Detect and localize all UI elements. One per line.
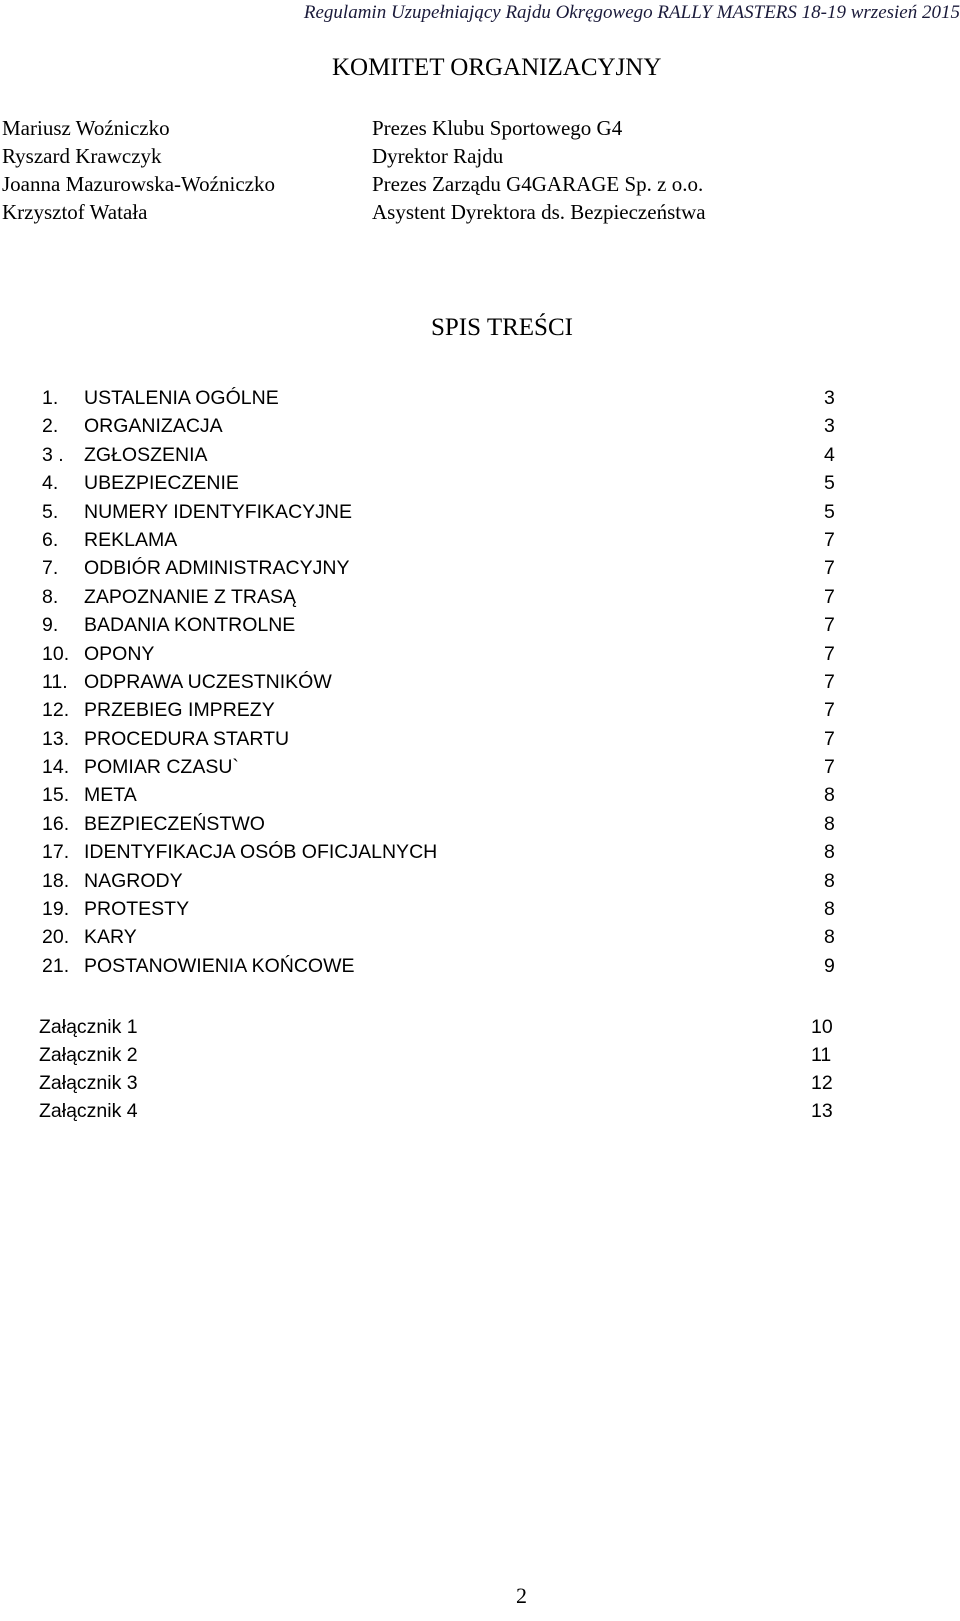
toc-item-page: 7 — [824, 528, 835, 551]
toc-item-title: PROCEDURA STARTU — [84, 727, 290, 750]
toc-item — [42, 898, 835, 926]
toc-item-number: 1. — [42, 387, 59, 409]
toc-item-title: KARY — [84, 926, 137, 949]
toc-item-number: 4. — [42, 472, 59, 495]
toc-item-number: 12. — [42, 699, 70, 722]
toc-item-number: 15. — [42, 784, 70, 807]
toc-item-title: REKLAMA — [84, 528, 178, 551]
table-of-contents — [42, 387, 835, 983]
toc-item-title: NUMERY IDENTYFIKACYJNE — [84, 500, 352, 523]
member-role: Dyrektor Rajdu — [372, 144, 504, 168]
toc-item-page: 4 — [824, 443, 835, 466]
toc-item-page: 7 — [824, 614, 835, 637]
toc-item-number: 11. — [42, 670, 68, 693]
toc-item-number: 14. — [42, 756, 70, 779]
toc-item-page: 7 — [824, 727, 835, 750]
annex-list — [39, 1016, 839, 1128]
toc-item — [42, 585, 835, 614]
toc-item-number: 16. — [42, 812, 70, 835]
toc-item-page: 8 — [824, 784, 835, 807]
member-name: Ryszard Krawczyk — [2, 144, 162, 168]
toc-item — [42, 670, 835, 699]
toc-item — [42, 387, 835, 415]
toc-item-page: 7 — [824, 670, 835, 693]
annex-item-page: 13 — [811, 1100, 833, 1122]
annex-item — [39, 1100, 839, 1128]
toc-item-page: 8 — [824, 812, 835, 835]
running-header: Regulamin Uzupełniający Rajdu Okręgowego RALLY MASTERS 18-19 wrzesień 2015 — [303, 2, 960, 23]
annex-item-label: Załącznik 3 — [39, 1072, 138, 1094]
toc-item-page: 5 — [824, 500, 835, 523]
toc-item-title: OPONY — [84, 642, 155, 665]
toc-item-title: ODPRAWA UCZESTNIKÓW — [84, 670, 332, 693]
toc-item — [42, 784, 835, 812]
annex-item — [39, 1016, 839, 1044]
toc-item — [42, 614, 835, 642]
toc-item-page: 7 — [824, 642, 835, 665]
toc-item — [42, 699, 835, 727]
toc-item — [42, 954, 835, 983]
member-name: Krzysztof Watała — [2, 200, 148, 224]
toc-item-title: META — [84, 784, 137, 807]
toc-item-title: ZAPOZNANIE Z TRASĄ — [84, 585, 297, 608]
toc-item-number: 8. — [42, 585, 59, 608]
toc-item-number: 5. — [42, 500, 59, 523]
toc-item — [42, 812, 835, 841]
toc-item — [42, 642, 835, 671]
toc-item-page: 8 — [824, 926, 835, 949]
toc-item-number: 21. — [42, 954, 70, 977]
annex-item-label: Załącznik 2 — [39, 1044, 138, 1066]
annex-item-label: Załącznik 4 — [39, 1100, 138, 1122]
toc-item-number: 10. — [42, 642, 70, 665]
toc-item — [42, 727, 835, 756]
toc-item-title: PROTESTY — [84, 898, 190, 921]
annex-item — [39, 1072, 839, 1100]
toc-item-title: POSTANOWIENIA KOŃCOWE — [84, 954, 355, 977]
toc-item-number: 20. — [42, 926, 70, 949]
toc-item-title: IDENTYFIKACJA OSÓB OFICJALNYCH — [84, 841, 438, 864]
toc-item — [42, 472, 835, 500]
toc-item-number: 19. — [42, 898, 70, 921]
toc-item-number: 13. — [42, 727, 70, 750]
toc-item-page: 7 — [824, 699, 835, 722]
toc-item-number: 2. — [42, 415, 59, 438]
toc-item-title: POMIAR CZASU` — [84, 756, 239, 779]
page-number: 2 — [516, 1583, 527, 1608]
annex-item — [39, 1044, 839, 1072]
toc-item-page: 8 — [824, 841, 835, 864]
toc-item-title: USTALENIA OGÓLNE — [84, 387, 279, 409]
member-role: Prezes Klubu Sportowego G4 — [372, 116, 623, 140]
toc-item-page: 8 — [824, 869, 835, 892]
toc-item — [42, 415, 835, 443]
toc-item-number: 9. — [42, 614, 59, 637]
toc-item — [42, 869, 835, 898]
toc-item-page: 7 — [824, 557, 835, 580]
toc-item — [42, 528, 835, 557]
member-role: Prezes Zarządu G4GARAGE Sp. z o.o. — [372, 172, 704, 196]
toc-item-page: 7 — [824, 585, 835, 608]
committee-heading: KOMITET ORGANIZACYJNY — [332, 54, 662, 81]
toc-item — [42, 443, 835, 472]
toc-item — [42, 756, 835, 784]
member-name: Mariusz Woźniczko — [2, 116, 170, 140]
toc-item-number: 7. — [42, 557, 59, 580]
toc-item — [42, 500, 835, 529]
toc-item-number: 18. — [42, 869, 70, 892]
toc-item-title: ODBIÓR ADMINISTRACYJNY — [84, 557, 350, 580]
toc-item-number: 6. — [42, 528, 59, 551]
annex-item-label: Załącznik 1 — [39, 1016, 138, 1038]
toc-item-number: 3 . — [42, 443, 64, 466]
toc-item-page: 7 — [824, 756, 835, 779]
toc-heading: SPIS TREŚCI — [431, 314, 573, 341]
toc-item — [42, 557, 835, 585]
toc-item-title: ZGŁOSZENIA — [84, 443, 208, 466]
annex-item-page: 10 — [811, 1016, 833, 1038]
toc-item-number: 17. — [42, 841, 70, 864]
toc-item-title: BEZPIECZEŃSTWO — [84, 812, 265, 835]
toc-item-title: NAGRODY — [84, 869, 183, 892]
toc-item-title: ORGANIZACJA — [84, 415, 223, 438]
toc-item-page: 3 — [824, 415, 835, 438]
toc-item-page: 5 — [824, 472, 835, 495]
annex-item-page: 12 — [811, 1072, 833, 1094]
toc-item-title: UBEZPIECZENIE — [84, 472, 239, 495]
toc-item — [42, 926, 835, 954]
annex-item-page: 11 — [811, 1044, 832, 1066]
toc-item-page: 9 — [824, 954, 835, 977]
toc-item — [42, 841, 835, 869]
member-role: Asystent Dyrektora ds. Bezpieczeństwa — [372, 200, 706, 224]
toc-item-title: PRZEBIEG IMPREZY — [84, 699, 275, 722]
toc-item-page: 3 — [824, 387, 835, 409]
toc-item-page: 8 — [824, 898, 835, 921]
toc-item-title: BADANIA KONTROLNE — [84, 614, 296, 637]
member-name: Joanna Mazurowska-Woźniczko — [2, 172, 275, 196]
